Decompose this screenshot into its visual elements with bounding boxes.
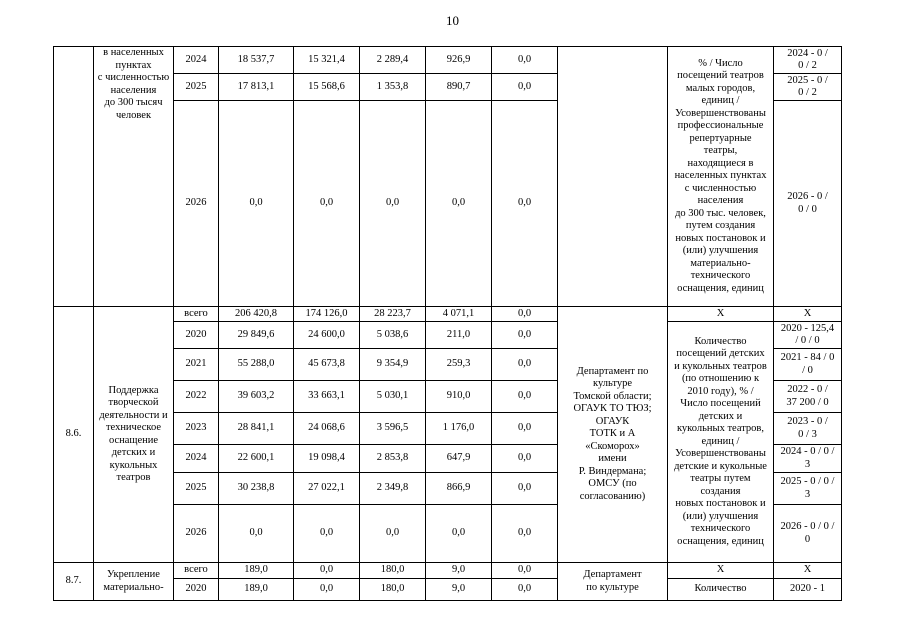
federal-budget-cell: 15 321,4 bbox=[294, 47, 360, 74]
federal-budget-cell: 19 098,4 bbox=[294, 445, 360, 473]
regional-budget-cell: 0,0 bbox=[360, 101, 426, 307]
indicator-cell: Количество посещений детских и кукольных театров (по отношению к 2010 году), % / Число посещений детских и кукольных театров, единиц / Усовершенствованы детские и кукольные театры путем создания новых постановок и (или) улучшения технического оснащения, единиц bbox=[668, 322, 774, 563]
program-activities-table bbox=[53, 46, 842, 601]
year-cell: 2020 bbox=[174, 322, 219, 349]
indicator-value-cell: 2020 - 1 bbox=[774, 579, 842, 601]
local-budget-cell: 890,7 bbox=[426, 74, 492, 101]
year-cell: 2026 bbox=[174, 505, 219, 563]
activity-name-cell: Укрепление материально- bbox=[94, 563, 174, 601]
executor-cell: Департамент по культуре bbox=[558, 563, 668, 601]
total-cell: 39 603,2 bbox=[219, 381, 294, 413]
indicator-value-cell: 2024 - 0 / 0 / 3 bbox=[774, 445, 842, 473]
local-budget-cell: 0,0 bbox=[426, 505, 492, 563]
indicator-value-cell: 2023 - 0 / 0 / 3 bbox=[774, 413, 842, 445]
row-number-cell: 8.6. bbox=[54, 307, 94, 563]
x-mark-cell: X bbox=[668, 563, 774, 579]
indicator-value-cell: 2025 - 0 / 0 / 3 bbox=[774, 473, 842, 505]
federal-budget-cell: 15 568,6 bbox=[294, 74, 360, 101]
federal-budget-cell: 45 673,8 bbox=[294, 349, 360, 381]
regional-budget-cell: 2 289,4 bbox=[360, 47, 426, 74]
year-cell: 2021 bbox=[174, 349, 219, 381]
indicator-cell: Количество bbox=[668, 579, 774, 601]
total-cell: 0,0 bbox=[219, 505, 294, 563]
other-sources-cell: 0,0 bbox=[492, 307, 558, 322]
activity-name-cell: Поддержка творческой деятельности и техническое оснащение детских и кукольных театров bbox=[94, 307, 174, 563]
indicator-value-cell: 2026 - 0 / 0 / 0 bbox=[774, 101, 842, 307]
year-cell: всего bbox=[174, 563, 219, 579]
row-number-cell: 8.7. bbox=[54, 563, 94, 601]
x-mark-cell: X bbox=[774, 563, 842, 579]
federal-budget-cell: 0,0 bbox=[294, 101, 360, 307]
regional-budget-cell: 5 030,1 bbox=[360, 381, 426, 413]
year-cell: 2025 bbox=[174, 74, 219, 101]
regional-budget-cell: 180,0 bbox=[360, 579, 426, 601]
local-budget-cell: 647,9 bbox=[426, 445, 492, 473]
page-number: 10 bbox=[446, 13, 459, 28]
local-budget-cell: 1 176,0 bbox=[426, 413, 492, 445]
other-sources-cell: 0,0 bbox=[492, 47, 558, 74]
year-cell: 2023 bbox=[174, 413, 219, 445]
other-sources-cell: 0,0 bbox=[492, 563, 558, 579]
row-number-cell bbox=[54, 47, 94, 307]
other-sources-cell: 0,0 bbox=[492, 445, 558, 473]
regional-budget-cell: 0,0 bbox=[360, 505, 426, 563]
regional-budget-cell: 180,0 bbox=[360, 563, 426, 579]
total-cell: 206 420,8 bbox=[219, 307, 294, 322]
total-cell: 22 600,1 bbox=[219, 445, 294, 473]
year-cell: 2024 bbox=[174, 47, 219, 74]
table-row bbox=[54, 563, 842, 579]
table-row bbox=[54, 307, 842, 322]
year-cell: 2022 bbox=[174, 381, 219, 413]
federal-budget-cell: 27 022,1 bbox=[294, 473, 360, 505]
executor-cell bbox=[558, 47, 668, 307]
indicator-value-cell: 2026 - 0 / 0 / 0 bbox=[774, 505, 842, 563]
federal-budget-cell: 0,0 bbox=[294, 579, 360, 601]
total-cell: 30 238,8 bbox=[219, 473, 294, 505]
local-budget-cell: 9,0 bbox=[426, 579, 492, 601]
year-cell: всего bbox=[174, 307, 219, 322]
regional-budget-cell: 2 349,8 bbox=[360, 473, 426, 505]
regional-budget-cell: 5 038,6 bbox=[360, 322, 426, 349]
local-budget-cell: 4 071,1 bbox=[426, 307, 492, 322]
year-cell: 2024 bbox=[174, 445, 219, 473]
year-cell: 2020 bbox=[174, 579, 219, 601]
x-mark-cell: X bbox=[774, 307, 842, 322]
x-mark-cell: X bbox=[668, 307, 774, 322]
total-cell: 17 813,1 bbox=[219, 74, 294, 101]
other-sources-cell: 0,0 bbox=[492, 413, 558, 445]
total-cell: 18 537,7 bbox=[219, 47, 294, 74]
total-cell: 189,0 bbox=[219, 579, 294, 601]
regional-budget-cell: 2 853,8 bbox=[360, 445, 426, 473]
indicator-cell: % / Число посещений театров малых городов, единиц / Усовершенствованы профессиональные репертуарные театры, находящиеся в населенных пунктах с численностью населения до 300 тыс. человек, путем создания новых постановок и (или) улучшения материально- технического оснащения, единиц bbox=[668, 47, 774, 307]
indicator-value-cell: 2021 - 84 / 0 / 0 bbox=[774, 349, 842, 381]
local-budget-cell: 926,9 bbox=[426, 47, 492, 74]
other-sources-cell: 0,0 bbox=[492, 505, 558, 563]
federal-budget-cell: 174 126,0 bbox=[294, 307, 360, 322]
federal-budget-cell: 0,0 bbox=[294, 505, 360, 563]
local-budget-cell: 259,3 bbox=[426, 349, 492, 381]
federal-budget-cell: 24 600,0 bbox=[294, 322, 360, 349]
indicator-value-cell: 2022 - 0 / 37 200 / 0 bbox=[774, 381, 842, 413]
local-budget-cell: 211,0 bbox=[426, 322, 492, 349]
other-sources-cell: 0,0 bbox=[492, 74, 558, 101]
total-cell: 29 849,6 bbox=[219, 322, 294, 349]
indicator-value-cell: 2025 - 0 / 0 / 2 bbox=[774, 74, 842, 101]
total-cell: 28 841,1 bbox=[219, 413, 294, 445]
total-cell: 55 288,0 bbox=[219, 349, 294, 381]
local-budget-cell: 0,0 bbox=[426, 101, 492, 307]
other-sources-cell: 0,0 bbox=[492, 381, 558, 413]
regional-budget-cell: 9 354,9 bbox=[360, 349, 426, 381]
federal-budget-cell: 24 068,6 bbox=[294, 413, 360, 445]
local-budget-cell: 910,0 bbox=[426, 381, 492, 413]
indicator-value-cell: 2020 - 125,4 / 0 / 0 bbox=[774, 322, 842, 349]
regional-budget-cell: 1 353,8 bbox=[360, 74, 426, 101]
local-budget-cell: 866,9 bbox=[426, 473, 492, 505]
activity-name-cell: в населенных пунктах с численностью населения до 300 тысяч человек bbox=[94, 47, 174, 307]
table-row bbox=[54, 47, 842, 74]
year-cell: 2026 bbox=[174, 101, 219, 307]
regional-budget-cell: 3 596,5 bbox=[360, 413, 426, 445]
executor-cell: Департамент по культуре Томской области; ОГАУК ТО ТЮЗ; ОГАУК ТОТК и А «Скоморох» имени Р. Виндермана; ОМСУ (по согласованию) bbox=[558, 307, 668, 563]
other-sources-cell: 0,0 bbox=[492, 322, 558, 349]
federal-budget-cell: 0,0 bbox=[294, 563, 360, 579]
federal-budget-cell: 33 663,1 bbox=[294, 381, 360, 413]
total-cell: 189,0 bbox=[219, 563, 294, 579]
local-budget-cell: 9,0 bbox=[426, 563, 492, 579]
total-cell: 0,0 bbox=[219, 101, 294, 307]
other-sources-cell: 0,0 bbox=[492, 579, 558, 601]
other-sources-cell: 0,0 bbox=[492, 101, 558, 307]
other-sources-cell: 0,0 bbox=[492, 473, 558, 505]
other-sources-cell: 0,0 bbox=[492, 349, 558, 381]
year-cell: 2025 bbox=[174, 473, 219, 505]
indicator-value-cell: 2024 - 0 / 0 / 2 bbox=[774, 47, 842, 74]
regional-budget-cell: 28 223,7 bbox=[360, 307, 426, 322]
